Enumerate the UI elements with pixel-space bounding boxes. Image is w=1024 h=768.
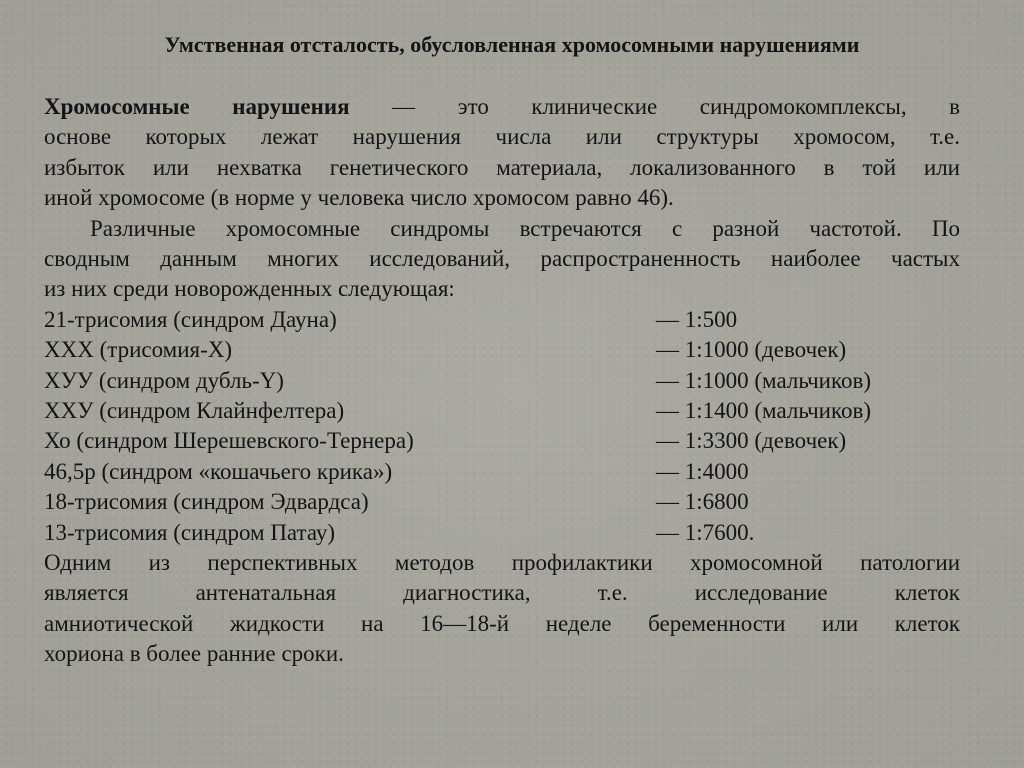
syndrome-row	[44, 487, 960, 517]
intro-line-1: Различные хромосомные синдромы встречаются с разной частотой. По	[90, 215, 960, 241]
conclusion-line-4: хориона в более ранние сроки.	[44, 641, 344, 667]
conclusion-line-2: является антенатальная диагностика, т.е. исследование клеток	[44, 580, 960, 606]
definition-line-2: основе которых лежат нарушения числа или структуры хромосом, т.е.	[44, 124, 960, 150]
syndrome-frequency: — 1:6800	[656, 489, 749, 515]
conclusion-line-1: Одним из перспективных методов профилактики хромосомной патологии	[44, 549, 960, 575]
syndrome-name: Хо (синдром Шерешевского-Тернера)	[44, 428, 414, 454]
syndrome-row	[44, 335, 960, 365]
slide-body	[44, 92, 960, 670]
syndrome-frequency: — 1:4000	[656, 458, 749, 484]
definition-line-1	[44, 92, 960, 122]
definition-line-4: иной хромосоме (в норме у человека число хромосом равно 46).	[44, 185, 674, 211]
intro-paragraph	[44, 214, 960, 305]
syndrome-row	[44, 305, 960, 335]
syndrome-row	[44, 518, 960, 548]
intro-line-3: из них среди новорожденных следующая:	[44, 276, 455, 302]
syndrome-frequency: — 1:500	[656, 306, 738, 332]
definition-term: Хромосомные нарушения	[44, 94, 350, 119]
syndrome-frequency: — 1:1400 (мальчиков)	[656, 398, 871, 424]
syndrome-frequency: — 1:1000 (девочек)	[656, 337, 847, 363]
definition-paragraph	[44, 92, 960, 214]
definition-line-3: избыток или нехватка генетического материала, локализованного в той или	[44, 154, 960, 180]
syndrome-frequency: — 1:7600.	[656, 519, 755, 545]
intro-line-2: сводным данным многих исследований, распространенность наиболее частых	[44, 246, 960, 272]
syndrome-row	[44, 396, 960, 426]
conclusion-paragraph	[44, 548, 960, 670]
definition-line-1-rest: — это клинические синдромокомплексы, в	[349, 94, 960, 119]
syndrome-frequency: — 1:1000 (мальчиков)	[656, 367, 871, 393]
conclusion-line-3: амниотической жидкости на 16—18-й неделе беременности или клеток	[44, 610, 960, 636]
syndrome-name: 21-трисомия (синдром Дауна)	[44, 306, 337, 332]
syndrome-list	[44, 305, 960, 548]
syndrome-name: 46,5р (синдром «кошачьего крика»)	[44, 458, 393, 484]
syndrome-name: ХХХ (трисомия-Х)	[44, 337, 233, 363]
slide-title: Умственная отсталость, обусловленная хромосомными нарушениями	[164, 32, 860, 57]
syndrome-row	[44, 366, 960, 396]
syndrome-name: ХУУ (синдром дубль-Y)	[44, 367, 284, 393]
syndrome-name: 18-трисомия (синдром Эдвардса)	[44, 489, 369, 515]
syndrome-frequency: — 1:3300 (девочек)	[656, 428, 847, 454]
syndrome-name: ХХУ (синдром Клайнфелтера)	[44, 398, 345, 424]
syndrome-row	[44, 426, 960, 456]
syndrome-row	[44, 457, 960, 487]
syndrome-name: 13-трисомия (синдром Патау)	[44, 519, 336, 545]
